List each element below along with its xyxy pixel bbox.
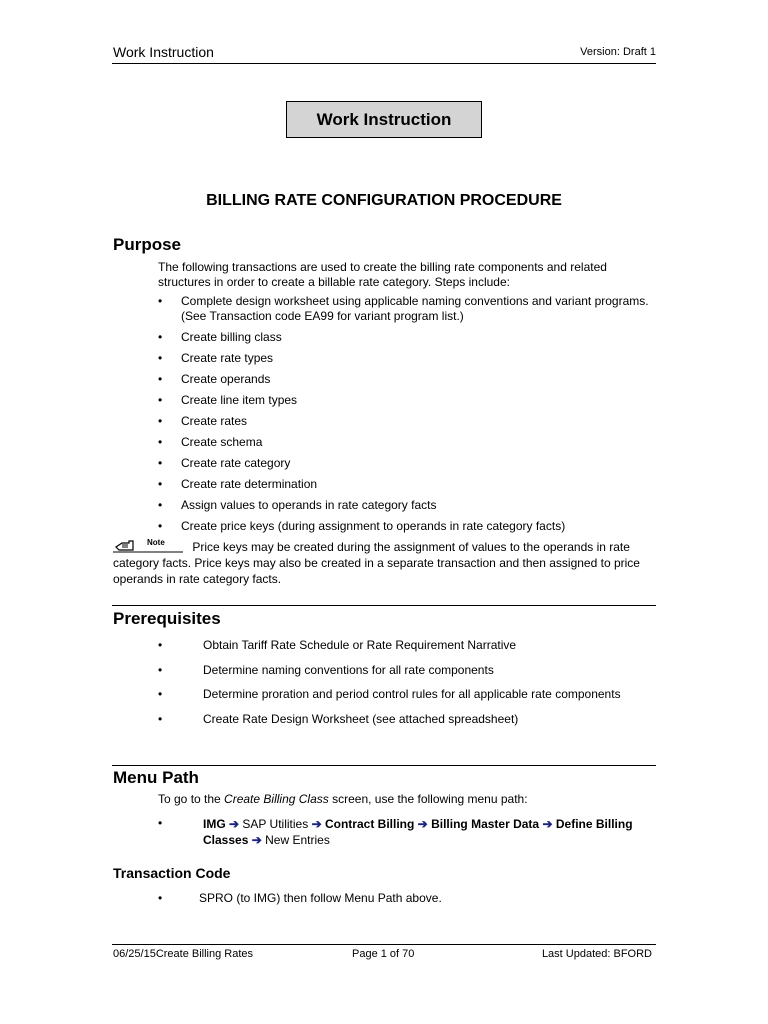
menu-path-intro: To go to the Create Billing Class screen, use the following menu path:: [158, 792, 528, 806]
title-box: Work Instruction: [286, 101, 482, 138]
bullet-icon: •: [158, 477, 163, 491]
list-item: • Create operands: [158, 372, 271, 386]
transaction-code-heading: Transaction Code: [113, 865, 231, 881]
note-block: [113, 539, 658, 587]
bullet-icon: •: [158, 712, 163, 726]
bullet-icon: •: [158, 816, 163, 830]
footer-rule: [112, 944, 656, 945]
note-text: Price keys may be created during the assignment of values to the operands in rate category facts. Price keys may also be created in a separate transaction and then assigned to price operands in rate category facts.: [113, 540, 640, 586]
list-item: • Create rate types: [158, 351, 274, 365]
purpose-intro-line2: structures in order to create a billable rate category. Steps include:: [158, 275, 510, 289]
footer-page: Page 1 of 70: [352, 948, 415, 960]
list-item: • Assign values to operands in rate category facts: [158, 498, 437, 512]
bullet-icon: •: [158, 351, 163, 365]
arrow-right-icon: ➔: [251, 833, 262, 847]
bullet-icon: •: [158, 414, 163, 428]
menu-path-heading: Menu Path: [113, 768, 199, 787]
bullet-icon: •: [158, 663, 163, 677]
pointing-hand-note-icon: [113, 539, 183, 553]
bullet-icon: •: [158, 393, 163, 407]
prerequisites-heading: Prerequisites: [113, 609, 221, 628]
list-item: • Complete design worksheet using applicable naming conventions and variant programs. (See Transaction code EA99 for variant program list.): [158, 294, 649, 323]
bullet-icon: •: [158, 372, 163, 386]
arrow-right-icon: ➔: [542, 817, 553, 831]
arrow-right-icon: ➔: [417, 817, 428, 831]
transaction-code-text: SPRO (to IMG) then follow Menu Path above.: [199, 891, 442, 905]
bullet-icon: •: [158, 435, 163, 449]
list-item: • Create rate category: [158, 456, 291, 470]
section-rule: [112, 765, 656, 766]
purpose-steps-list: [158, 294, 658, 534]
bullet-icon: •: [158, 638, 163, 652]
bullet-icon: •: [158, 498, 163, 512]
bullet-icon: •: [158, 456, 163, 470]
bullet-icon: •: [158, 330, 163, 344]
list-item: • Create rates: [158, 414, 248, 428]
bullet-icon: •: [158, 294, 163, 308]
section-rule: [112, 605, 656, 606]
footer-right: Last Updated: BFORD: [541, 948, 652, 960]
header-rule: [112, 63, 656, 64]
bullet-icon: •: [158, 519, 163, 533]
header-title: Work Instruction: [113, 44, 214, 60]
footer-left: 06/25/15Create Billing Rates: [113, 948, 254, 960]
header-version: Version: Draft 1: [580, 46, 656, 58]
bullet-icon: •: [158, 687, 163, 701]
note-label: Note: [147, 538, 165, 547]
arrow-right-icon: ➔: [311, 817, 322, 831]
purpose-heading: Purpose: [113, 235, 182, 254]
purpose-intro: [158, 260, 658, 290]
list-item: • Create schema: [158, 435, 263, 449]
list-item: • Create price keys (during assignment to operands in rate category facts): [158, 519, 566, 533]
bullet-icon: •: [158, 891, 163, 905]
list-item: • Create billing class: [158, 330, 282, 344]
arrow-right-icon: ➔: [229, 817, 240, 831]
document-title: BILLING RATE CONFIGURATION PROCEDURE: [206, 192, 562, 209]
list-item: • Create line item types: [158, 393, 298, 407]
purpose-intro-line1: The following transactions are used to create the billing rate components and related: [158, 260, 607, 274]
menu-path-steps: IMG ➔ SAP Utilities ➔ Contract Billing ➔ Billing Master Data ➔ Define Billing Classes ➔ New Entries: [203, 817, 633, 847]
list-item: • Create rate determination: [158, 477, 318, 491]
